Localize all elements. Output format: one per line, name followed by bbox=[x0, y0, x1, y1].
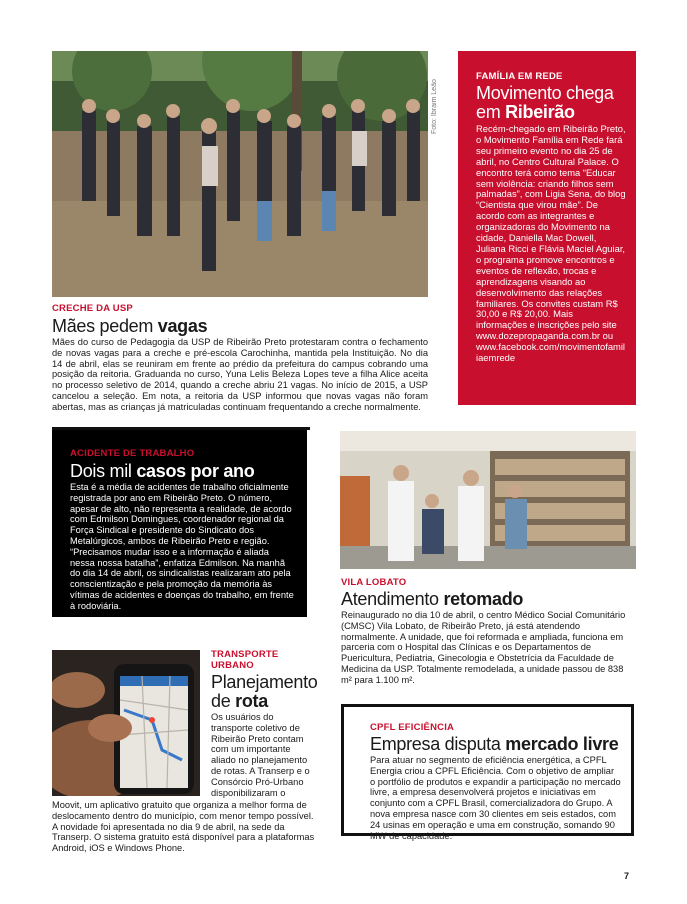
transporte-photo bbox=[52, 650, 200, 796]
vila-headline: Atendimento retomado bbox=[341, 589, 524, 609]
familia-box bbox=[458, 51, 636, 405]
transporte-body: Moovit, um aplicativo gratuito que organiza a melhor forma de deslocamento dentro do município, com menor tempo possível. A novidade foi apresentada no dia 9 de abril, na sede da Transerp. O sistema gratuito está disponível para a plataformas Android, iOS e Windows Phone. bbox=[52, 800, 315, 854]
acidente-kicker: ACIDENTE DE TRABALHO bbox=[70, 448, 195, 459]
transporte-kicker: TRANSPORTE URBANO bbox=[211, 649, 279, 671]
page-number: 7 bbox=[624, 871, 630, 881]
cpfl-kicker: CPFL EFICIÊNCIA bbox=[370, 722, 455, 733]
creche-article bbox=[52, 303, 428, 413]
acidente-box bbox=[52, 430, 307, 617]
cpfl-body: Para atuar no segmento de eficiência energética, a CPFL Energia criou a CPFL Eficiência. Com o objetivo de ampliar o portfólio de produtos e expandir a participação no mercado livre, a empresa desenvolverá projetos e iniciativas em conjunto com a CPFL Brasil, comercializadora do Grupo. A nova empresa nasce com 30 clientes em seis estados, com 24 usinas em operação e uma em construção, somando 90 MW de capacidade. bbox=[370, 755, 621, 841]
creche-kicker: CRECHE DA USP bbox=[52, 303, 133, 314]
familia-kicker: FAMÍLIA EM REDE bbox=[476, 71, 563, 82]
creche-headline: Mães pedem vagas bbox=[52, 316, 208, 336]
acidente-body: Esta é a média de acidentes de trabalho oficialmente registrada por ano em Ribeirão Preto. O número, apesar de alto, não representa a realidade, de acordo com Edmilson Domingues, coordenador regional da Força Sindical e presidente do Sindicato dos Metalúrgicos, ambos de Ribeirão Preto e região. “Precisamos mudar isso e a informação é aliada nessa nossa batalha”, enfatiza Edmilson. Na manhã do dia 14 de abril, os sindicalistas realizaram ato pela conscientização e pela promoção da memória às vítimas de acidentes e doenças do trabalho, em frente à rodoviária. bbox=[70, 482, 294, 611]
vila-kicker: VILA LOBATO bbox=[341, 577, 407, 588]
acidente-headline: Dois mil casos por ano bbox=[70, 461, 255, 481]
transporte-body-column: Os usuários do transporte coletivo de Ribeirão Preto contam com um importante aliado no planejamento de rotas. A Transerp e o Consórcio Pró-Urbano disponibilizaram o bbox=[211, 712, 310, 798]
vila-lobato-photo bbox=[340, 431, 636, 569]
transporte-head bbox=[211, 649, 316, 798]
transporte-headline: Planejamento de rota bbox=[211, 672, 318, 711]
creche-body: Mães do curso de Pedagogia da USP de Ribeirão Preto protestaram contra o fechamento de novas vagas para a creche e pré-escola Carochinha, mantida pela Instituição. No dia 14 de abril, elas se reuniram em frente ao prédio da prefeitura do campus cobrando uma posição da reitoria. Graduanda no curso, Yuna Lelis Beleza Lopes teve a filha Alice aceita no processo seletivo de 2014, quando a creche abriu 21 vagas. No início de 2015, a USP cancelou a seleção. Em nota, a reitoria da USP informou que novas vagas não foram abertas, mas as crianças já matriculadas continuam frequentando a creche normalmente. bbox=[52, 337, 428, 412]
creche-photo bbox=[52, 51, 428, 297]
photo-credit: Foto: Ibraim Leão bbox=[431, 79, 438, 134]
vila-body: Reinaugurado no dia 10 de abril, o centro Médico Social Comunitário (CMSC) Vila Lobato, de Ribeirão Preto, já está atendendo normalmente. A unidade, que foi reformada e ampliada, funciona em parceria com o Hospital das Clínicas e os Departamentos de Puericultura, Pediatria, Ginecologia e Obstetrícia da Faculdade de Medicina da USP. Totalmente remodelada, a unidade passou de 838 m² para 1.100 m². bbox=[341, 610, 626, 685]
cpfl-headline: Empresa disputa mercado livre bbox=[370, 734, 619, 754]
cpfl-box bbox=[341, 704, 634, 841]
vila-article bbox=[341, 577, 636, 686]
familia-body: Recém-chegado em Ribeirão Preto, o Movimento Família em Rede fará seu primeiro evento no dia 25 de abril, no Centro Cultural Palace. O encontro terá como tema “Educar sem violência: criando filhos sem palmadas”, com Ligia Sena, do blog “Cientista que virou mãe”. De acordo com as integrantes e organizadoras do Movimento na cidade, Daniella Mac Dowell, Juliana Ricci e Flávia Maciel Aguiar, o programa promove encontros e eventos de reflexão, trocas e aprendizagens visando ao desenvolvimento das relações familiares. Os convites custam R$ 30,00 e R$ 20,00. Mais informações e inscrições pelo site www.dozepropaganda.com.br ou www.facebook.com/movimentofamiliaemrede bbox=[476, 123, 626, 364]
familia-headline: Movimento chega em Ribeirão bbox=[476, 83, 614, 122]
